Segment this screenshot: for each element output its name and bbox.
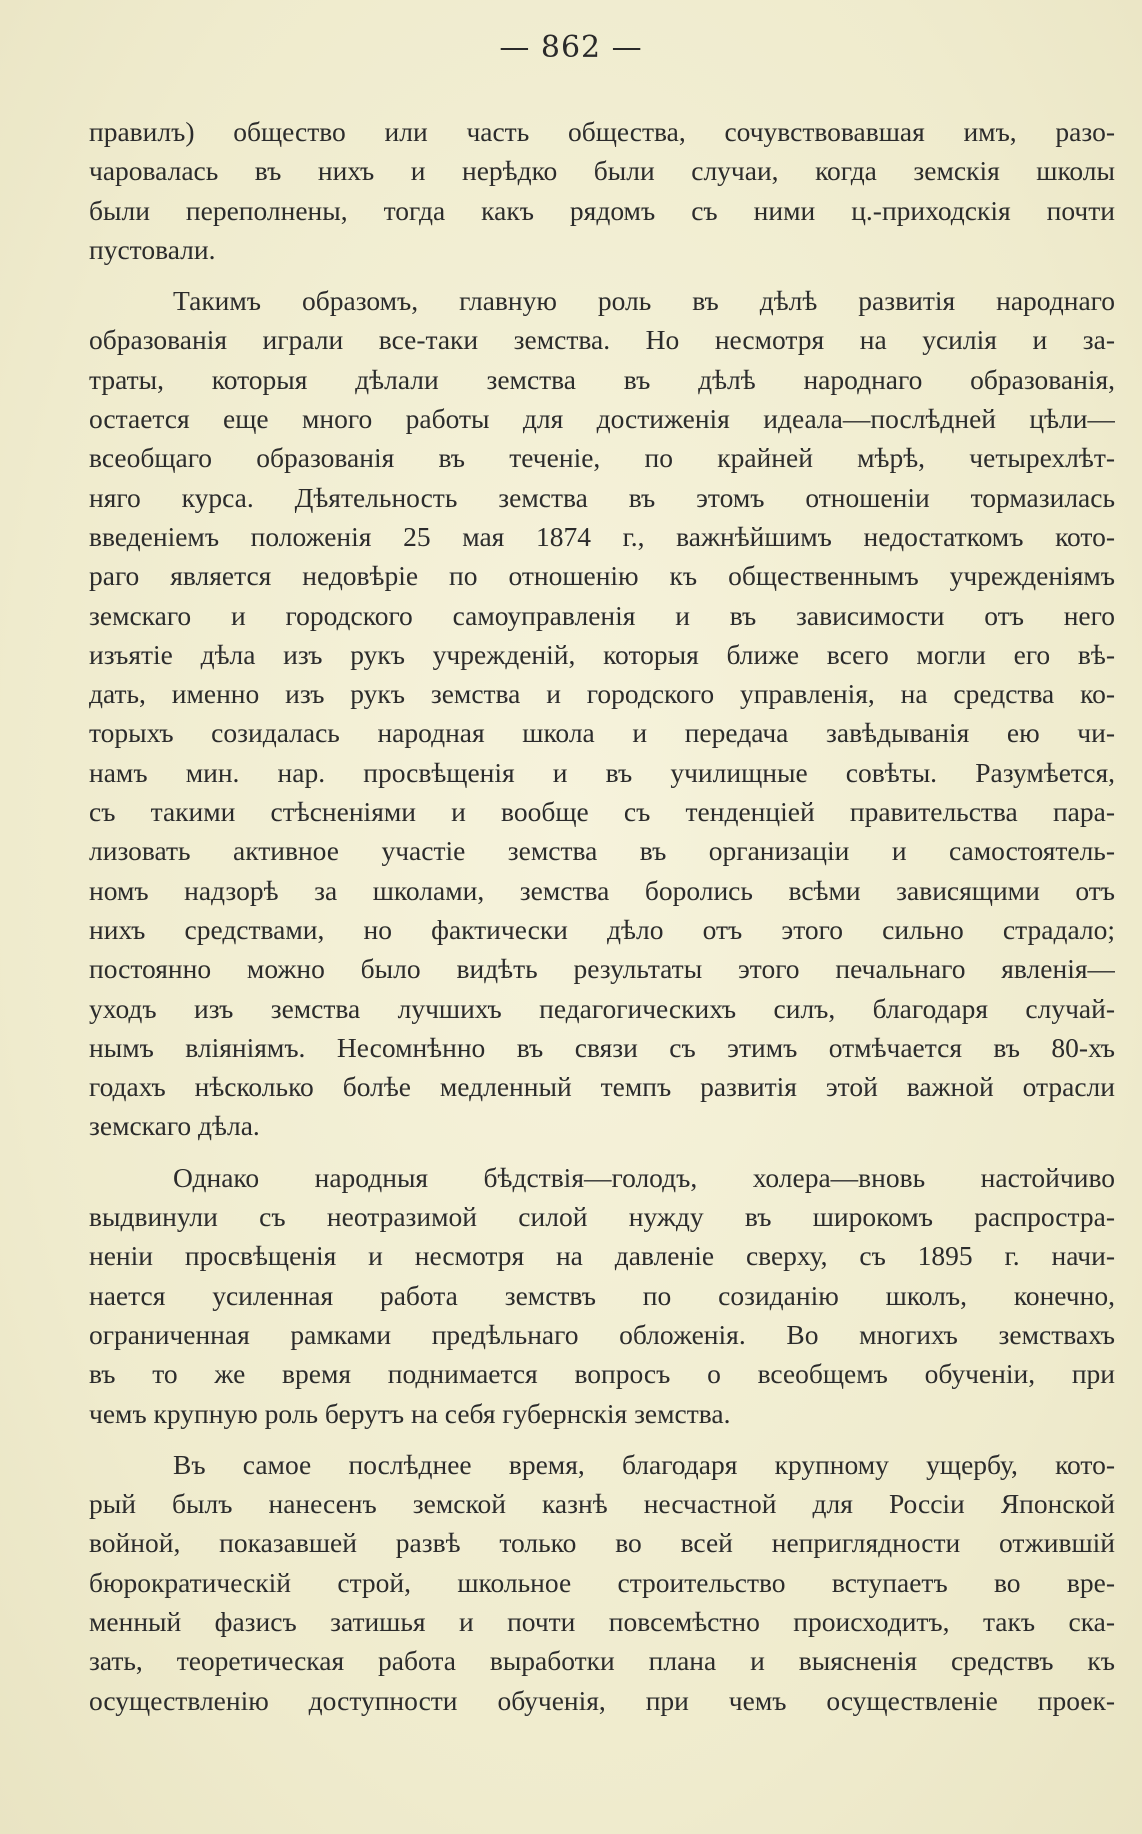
text-line: Однако народныя бѣдствія—голодъ, холера—вновь настойчиво — [173, 1161, 1115, 1193]
text-line: неніи просвѣщенія и несмотря на давленіе сверху, съ 1895 г. начи- — [89, 1240, 1115, 1272]
text-line: дать, именно изъ рукъ земства и городского управленія, на средства ко- — [89, 678, 1115, 710]
text-line: Такимъ образомъ, главную роль въ дѣлѣ развитія народнаго — [173, 285, 1115, 317]
text-line: образованія играли все-таки земства. Но несмотря на усилія и за- — [89, 324, 1115, 356]
text-line: торыхъ созидалась народная школа и передача завѣдыванія ею чи- — [89, 717, 1115, 749]
page-number: — 862 — — [499, 30, 643, 65]
text-line: пустовали. — [89, 233, 216, 265]
text-line: годахъ нѣсколько болѣе медленный темпъ развитія этой важной отрасли — [89, 1071, 1115, 1103]
text-line: няго курса. Дѣятельность земства въ этомъ отношеніи тормазилась — [89, 481, 1115, 513]
text-line: всеобщаго образованія въ теченіе, по крайней мѣрѣ, четырехлѣт- — [89, 442, 1115, 474]
text-line: правилъ) общество или часть общества, сочувствовавшая имъ, разо- — [89, 116, 1115, 147]
paragraph — [89, 1445, 1115, 1720]
paragraph-gap — [89, 269, 1115, 281]
body-text — [89, 112, 1115, 1720]
text-line: въ то же время поднимается вопросъ о всеобщемъ обученіи, при — [89, 1358, 1115, 1390]
text-line: номъ надзорѣ за школами, земства боролись всѣми зависящими отъ — [89, 874, 1115, 906]
text-line: введеніемъ положенія 25 мая 1874 г., важнѣйшимъ недостаткомъ кото- — [89, 520, 1115, 552]
text-line: менный фазисъ затишья и почти повсемѣстно происходитъ, такъ ска- — [89, 1605, 1115, 1637]
text-line: лизовать активное участіе земства въ организаціи и самостоятель- — [89, 835, 1115, 867]
text-line: чемъ крупную роль берутъ на себя губернскія земства. — [89, 1397, 731, 1429]
text-line: были переполнены, тогда какъ рядомъ съ ними ц.-приходскія почти — [89, 194, 1115, 226]
text-line: постоянно можно было видѣть результаты этого печальнаго явленія— — [89, 953, 1115, 985]
text-line: бюрократическій строй, школьное строительство вступаетъ во вре- — [89, 1566, 1115, 1598]
text-line: остается еще много работы для достиженія идеала—послѣдней цѣли— — [89, 403, 1115, 435]
text-line: земскаго и городского самоуправленія и въ зависимости отъ него — [89, 599, 1115, 631]
paragraph-gap — [89, 1433, 1115, 1445]
text-line: уходъ изъ земства лучшихъ педагогическихъ силъ, благодаря случай- — [89, 992, 1115, 1024]
text-line: нымъ вліяніямъ. Несомнѣнно въ связи съ этимъ отмѣчается въ 80-хъ — [89, 1031, 1115, 1063]
text-line: рый былъ нанесенъ земской казнѣ несчастной для Россіи Японской — [89, 1488, 1115, 1520]
text-line: нается усиленная работа земствъ по созиданію школъ, конечно, — [89, 1279, 1115, 1311]
paragraph — [89, 112, 1115, 269]
text-line: выдвинули съ неотразимой силой нужду въ широкомъ распростра- — [89, 1201, 1115, 1233]
text-line: намъ мин. нар. просвѣщенія и въ училищные совѣты. Разумѣется, — [89, 756, 1115, 788]
paragraph — [89, 281, 1115, 1146]
text-line: раго является недовѣріе по отношенію къ общественнымъ учрежденіямъ — [89, 560, 1115, 592]
text-line: осуществленію доступности обученія, при чемъ осуществленіе проек- — [89, 1684, 1115, 1716]
text-line: войной, показавшей развѣ только во всей неприглядности отжившій — [89, 1527, 1115, 1559]
paragraph — [89, 1158, 1115, 1433]
text-line: нихъ средствами, но фактически дѣло отъ этого сильно страдало; — [89, 913, 1115, 945]
text-line: зать, теоретическая работа выработки плана и выясненія средствъ къ — [89, 1645, 1115, 1677]
text-line: изъятіе дѣла изъ рукъ учрежденій, которыя ближе всего могли его вѣ- — [89, 638, 1115, 670]
text-line: траты, которыя дѣлали земства въ дѣлѣ народнаго образованія, — [89, 363, 1115, 395]
text-line: чаровалась въ нихъ и нерѣдко были случаи, когда земскія школы — [89, 155, 1115, 187]
text-line: Въ самое послѣднее время, благодаря крупному ущербу, кото- — [173, 1448, 1115, 1480]
text-line: земскаго дѣла. — [89, 1110, 260, 1142]
text-line: ограниченная рамками предѣльнаго обложенія. Во многихъ земствахъ — [89, 1318, 1115, 1350]
paragraph-gap — [89, 1146, 1115, 1158]
text-line: съ такими стѣсненіями и вообще съ тенденціей правительства пара- — [89, 796, 1115, 828]
